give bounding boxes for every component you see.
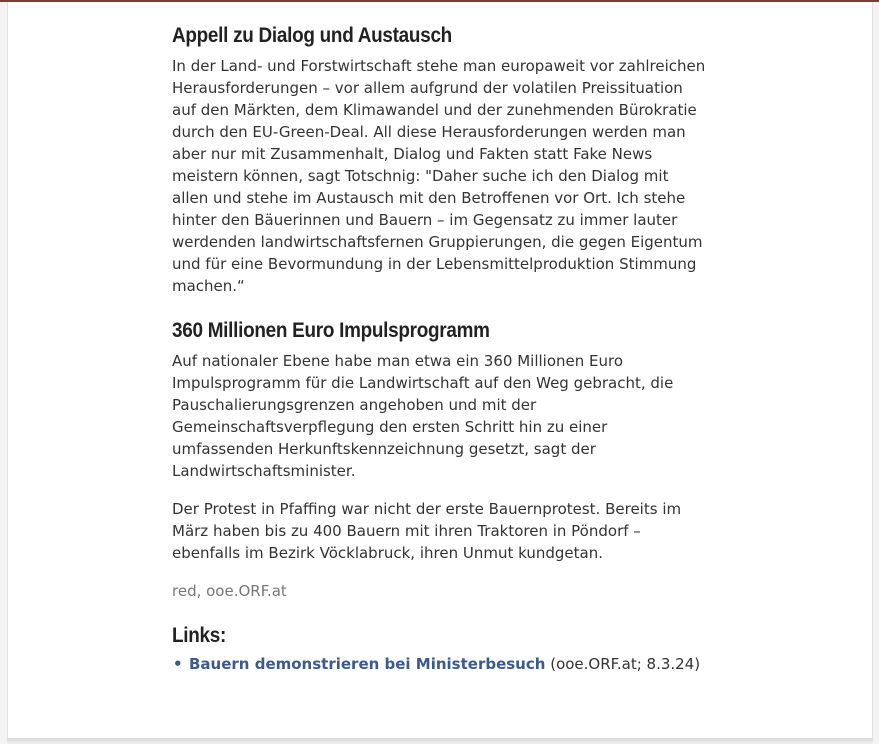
related-article-link[interactable]: Bauern demonstrieren bei Ministerbesuch [189,655,546,673]
bullet-icon: • [173,655,183,673]
links-list [172,653,707,675]
section-heading: 360 Millionen Euro Impulsprogramm [172,319,490,342]
section-impulsprogramm [172,317,707,564]
link-source: (ooe.ORF.at; 8.3.24) [550,655,701,673]
section-heading: Appell zu Dialog und Austausch [172,24,452,47]
links-section [172,622,707,675]
section-paragraph: Der Protest in Pfaffing war nicht der erste Bauernprotest. Bereits im März haben bis zu 400 Bauern mit ihren Traktoren in Pöndorf – ebenfalls im Bezirk Vöcklabruck, ihren Unmut kundgetan. [172,500,682,562]
section-paragraph: Auf nationaler Ebene habe man etwa ein 360 Millionen Euro Impulsprogramm für die Landwirtschaft auf den Weg gebracht, die Pauschalierungsgrenzen angehoben und mit der Gemeinschaftsverpflegung den ersten Schritt hin zu einer umfassenden Herkunftskennzeichnung gesetzt, sagt der Landwirtschaftsminister. [172,352,674,480]
links-heading: Links: [172,624,227,647]
section-paragraph: In der Land- und Forstwirtschaft stehe man europaweit vor zahlreichen Herausforderungen – vor allem aufgrund der volatilen Preissituation auf den Märkten, dem Klimawandel und der zunehmenden Bürokratie durch den EU-Green-Deal. All diese Herausforderungen werden man aber nur mit Zusammenhalt, Dialog und Fakten statt Fake News meistern können, sagt Totschnig: "Daher suche ich den Dialog mit allen und stehe im Austausch mit den Betroffenen vor Ort. Ich stehe hinter den Bäuerinnen und Bauern – im Gegensatz zu immer lauter werdenden landwirtschaftsfernen Gruppierungen, die gegen Eigentum und für eine Bevormundung in der Lebensmittelproduktion Stimmung machen.“ [172,57,706,295]
article-credit: red, ooe.ORF.at [172,582,287,600]
list-item [172,653,707,675]
section-dialog [172,22,707,297]
article-content [172,22,707,675]
sheet-bottom-shadow [7,738,873,744]
